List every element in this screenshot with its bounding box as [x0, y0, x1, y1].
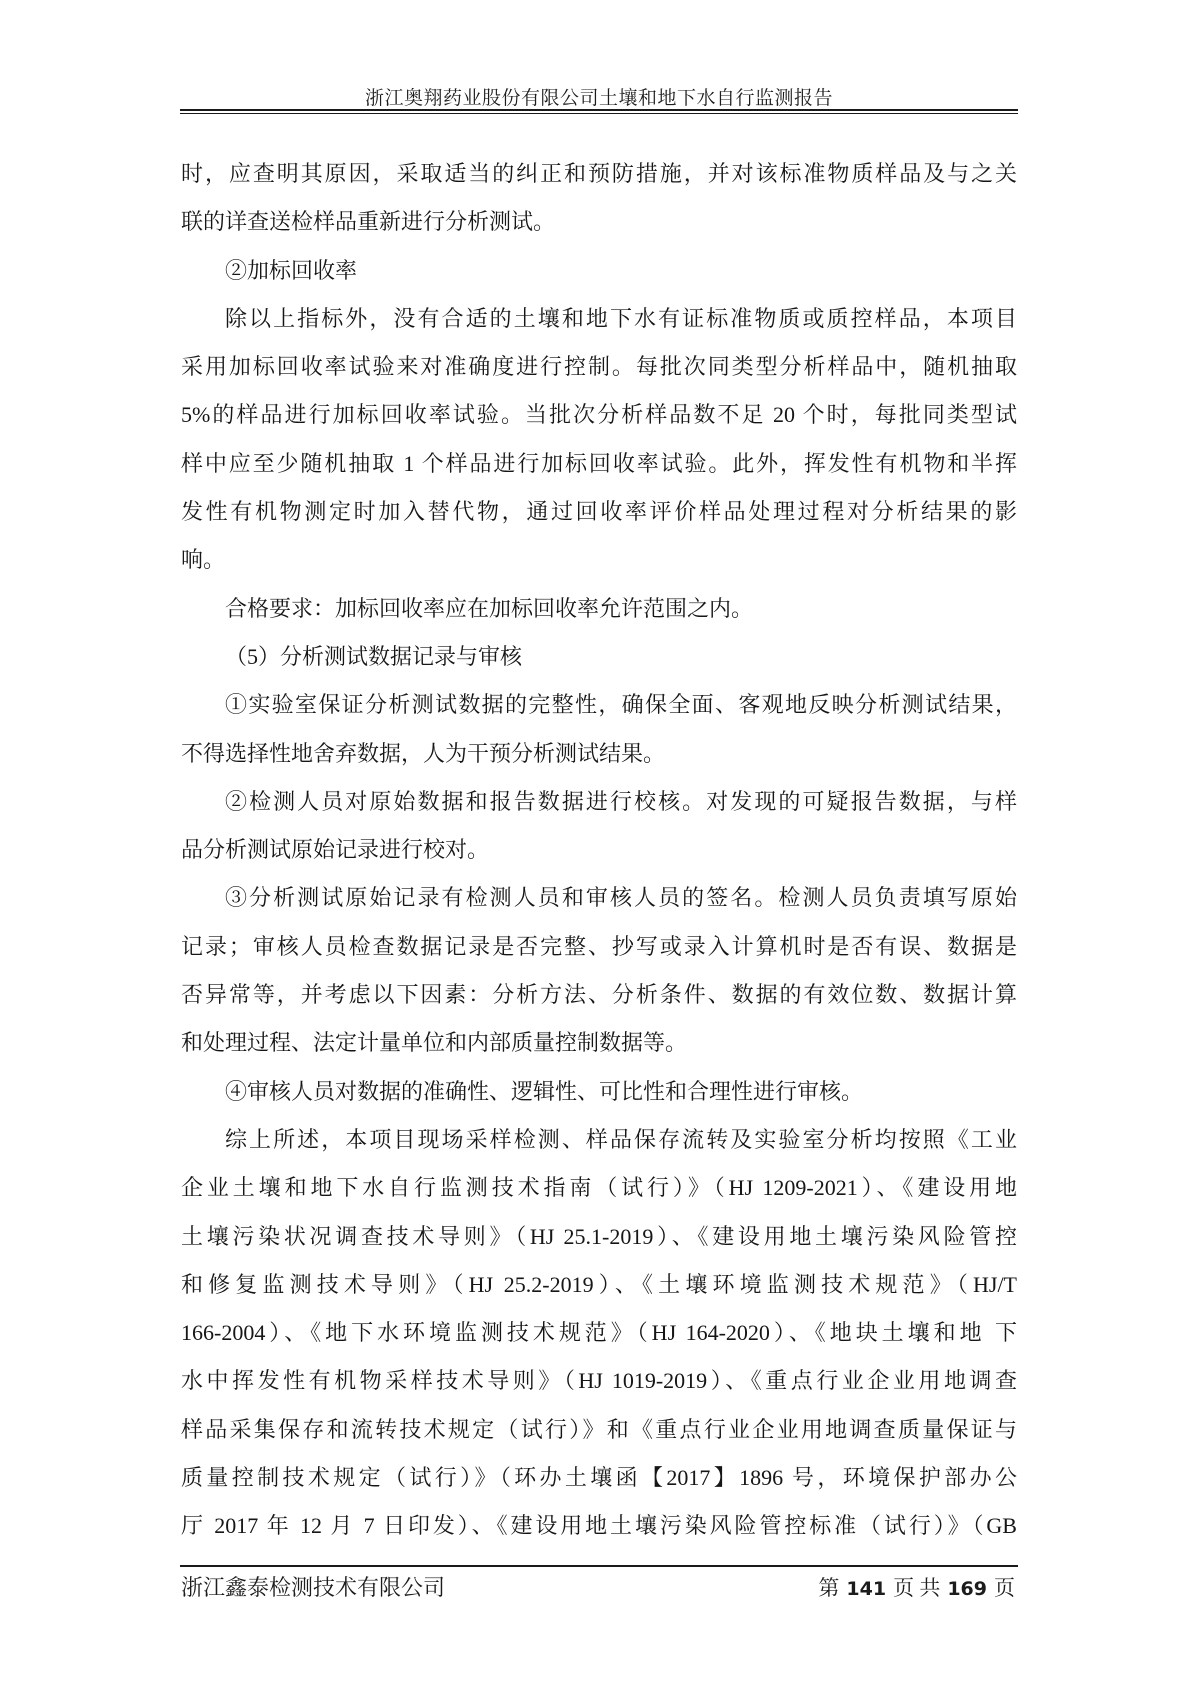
- text-line: 样品采集保存和流转技术规定（试行）》和《重点行业企业用地调查质量保证与: [181, 1416, 1017, 1442]
- text-line: 166-2004）、《地下水环境监测技术规范》（HJ 164-2020）、《地块土壤和地 下: [181, 1320, 1017, 1346]
- text-line: 响。: [181, 547, 226, 573]
- text-line: 时，应查明其原因，采取适当的纠正和预防措施，并对该标准物质样品及与之关: [181, 161, 1017, 186]
- text-line: 采用加标回收率试验来对准确度进行控制。每批次同类型分析样品中，随机抽取: [181, 354, 1017, 380]
- footer-company: 浙江鑫泰检测技术有限公司: [181, 1575, 446, 1600]
- document-body: [181, 150, 1017, 1551]
- footer-page-indicator: [816, 1574, 1017, 1603]
- text-line: 综上所述，本项目现场采样检测、样品保存流转及实验室分析均按照《工业: [225, 1126, 1017, 1152]
- text-line: 除以上指标外，没有合适的土壤和地下水有证标准物质或质控样品，本项目: [225, 305, 1017, 331]
- text-line: 样中应至少随机抽取 1 个样品进行加标回收率试验。此外，挥发性有机物和半挥: [181, 450, 1017, 476]
- text-line: 发性有机物测定时加入替代物，通过回收率评价样品处理过程对分析结果的影: [181, 499, 1017, 525]
- text-line: 合格要求：加标回收率应在加标回收率允许范围之内。: [225, 595, 754, 621]
- page-label-suffix: 页: [994, 1576, 1015, 1600]
- text-line: ①实验室保证分析测试数据的完整性，确保全面、客观地反映分析测试结果，: [225, 692, 1017, 718]
- page-number-current: 141: [846, 1578, 887, 1600]
- text-line: 企业土壤和地下水自行监测技术指南（试行）》（HJ 1209-2021）、《建设用地: [181, 1175, 1017, 1201]
- text-line: 水中挥发性有机物采样技术导则》（HJ 1019-2019）、《重点行业企业用地调查: [181, 1368, 1017, 1394]
- text-line: ③分析测试原始记录有检测人员和审核人员的签名。检测人员负责填写原始: [225, 885, 1017, 911]
- header-divider: [180, 109, 1018, 114]
- text-line: （5）分析测试数据记录与审核: [225, 643, 523, 669]
- text-line: 不得选择性地舍弃数据，人为干预分析测试结果。: [181, 740, 666, 766]
- text-line: 厅 2017 年 12 月 7 日印发）、《建设用地土壤污染风险管控标准（试行）》（GB: [181, 1513, 1017, 1539]
- page-header-title: 浙江奥翔药业股份有限公司土壤和地下水自行监测报告: [364, 88, 833, 109]
- text-line: 记录；审核人员检查数据记录是否完整、抄写或录入计算机时是否有误、数据是: [181, 933, 1017, 959]
- page-label-mid: 页 共: [893, 1576, 941, 1600]
- text-line: 土壤污染状况调查技术导则》（HJ 25.1-2019）、《建设用地土壤污染风险管控: [181, 1223, 1017, 1249]
- text-line: 和修复监测技术导则》（HJ 25.2-2019）、《土壤环境监测技术规范》（HJ/T: [181, 1271, 1017, 1297]
- text-line: 品分析测试原始记录进行校对。: [181, 837, 490, 863]
- text-line: 和处理过程、法定计量单位和内部质量控制数据等。: [181, 1030, 688, 1056]
- page-label-prefix: 第: [818, 1576, 840, 1600]
- text-line: ②检测人员对原始数据和报告数据进行校核。对发现的可疑报告数据，与样: [225, 788, 1017, 814]
- footer-divider: [180, 1565, 1018, 1567]
- page-number-total: 169: [947, 1578, 987, 1600]
- text-line: ④审核人员对数据的准确性、逻辑性、可比性和合理性进行审核。: [225, 1078, 864, 1104]
- text-line: 否异常等，并考虑以下因素：分析方法、分析条件、数据的有效位数、数据计算: [181, 982, 1017, 1008]
- text-line: 质量控制技术规定（试行）》（环办土壤函【2017】1896 号，环境保护部办公: [181, 1465, 1017, 1491]
- text-line: 联的详查送检样品重新进行分析测试。: [181, 209, 556, 235]
- text-line: 5%的样品进行加标回收率试验。当批次分析样品数不足 20 个时，每批同类型试: [181, 402, 1017, 428]
- page-footer: [181, 1574, 1017, 1603]
- text-line: ②加标回收率: [225, 257, 358, 283]
